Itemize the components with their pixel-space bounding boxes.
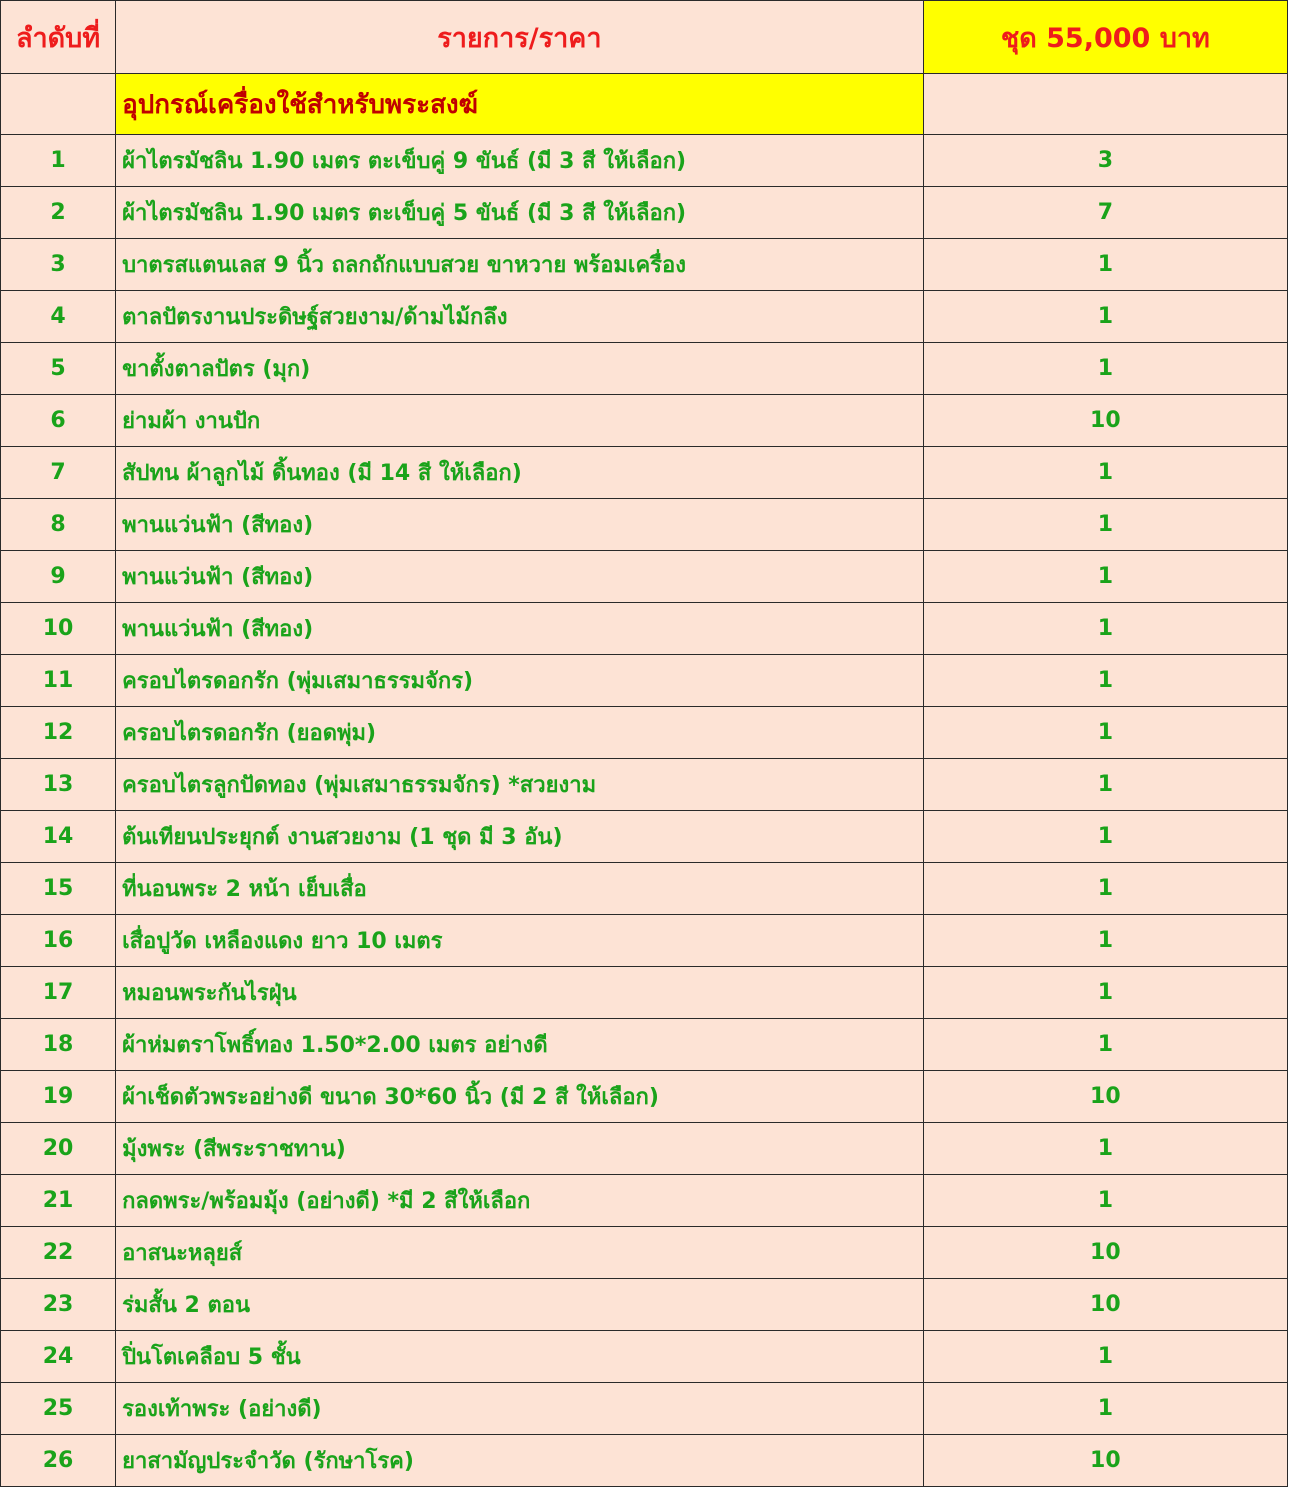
row-item: ต้นเทียนประยุกต์ งานสวยงาม (1 ชุด มี 3 อัน)	[116, 811, 924, 863]
table-body	[1, 1, 1288, 1487]
table-row	[1, 1331, 1288, 1383]
table-row	[1, 239, 1288, 291]
row-item: พานแว่นฟ้า (สีทอง)	[116, 499, 924, 551]
header-row	[1, 1, 1288, 74]
row-number: 14	[1, 811, 116, 863]
row-item: ร่มสั้น 2 ตอน	[116, 1279, 924, 1331]
row-quantity: 1	[923, 447, 1287, 499]
row-item: ครอบไตรลูกปัดทอง (พุ่มเสมาธรรมจักร) *สวยงาม	[116, 759, 924, 811]
table-row	[1, 135, 1288, 187]
row-number: 11	[1, 655, 116, 707]
row-quantity: 1	[923, 603, 1287, 655]
row-item: ผ้าห่มตราโพธิ์ทอง 1.50*2.00 เมตร อย่างดี	[116, 1019, 924, 1071]
row-number: 15	[1, 863, 116, 915]
row-number: 20	[1, 1123, 116, 1175]
table-row	[1, 1279, 1288, 1331]
table-row	[1, 1175, 1288, 1227]
row-quantity: 10	[923, 1279, 1287, 1331]
row-quantity: 10	[923, 1227, 1287, 1279]
row-item: ย่ามผ้า งานปัก	[116, 395, 924, 447]
row-number: 9	[1, 551, 116, 603]
row-number: 1	[1, 135, 116, 187]
row-number: 2	[1, 187, 116, 239]
row-item: ปิ่นโตเคลือบ 5 ชั้น	[116, 1331, 924, 1383]
row-item: ครอบไตรดอกรัก (พุ่มเสมาธรรมจักร)	[116, 655, 924, 707]
row-quantity: 1	[923, 863, 1287, 915]
row-quantity: 1	[923, 499, 1287, 551]
table-row	[1, 603, 1288, 655]
table-row	[1, 499, 1288, 551]
table-row	[1, 811, 1288, 863]
table-row	[1, 1071, 1288, 1123]
table-row	[1, 1383, 1288, 1435]
row-number: 7	[1, 447, 116, 499]
table-row	[1, 291, 1288, 343]
row-item: ขาตั้งตาลปัตร (มุก)	[116, 343, 924, 395]
section-title: อุปกรณ์เครื่องใช้สำหรับพระสงฆ์	[116, 74, 924, 135]
header-col-qty: ชุด 55,000 บาท	[923, 1, 1287, 74]
row-number: 8	[1, 499, 116, 551]
row-number: 18	[1, 1019, 116, 1071]
row-item: พานแว่นฟ้า (สีทอง)	[116, 551, 924, 603]
section-qty	[923, 74, 1287, 135]
row-number: 10	[1, 603, 116, 655]
row-item: กลดพระ/พร้อมมุ้ง (อย่างดี) *มี 2 สีให้เลือก	[116, 1175, 924, 1227]
row-quantity: 1	[923, 343, 1287, 395]
row-item: ผ้าไตรมัชลิน 1.90 เมตร ตะเข็บคู่ 9 ขันธ์ (มี 3 สี ให้เลือก)	[116, 135, 924, 187]
row-quantity: 1	[923, 1383, 1287, 1435]
row-item: หมอนพระกันไรฝุ่น	[116, 967, 924, 1019]
table-row	[1, 343, 1288, 395]
row-number: 26	[1, 1435, 116, 1487]
header-col-item: รายการ/ราคา	[116, 1, 924, 74]
table-row	[1, 551, 1288, 603]
row-number: 19	[1, 1071, 116, 1123]
table-row	[1, 655, 1288, 707]
row-item: บาตรสแตนเลส 9 นิ้ว ถลกถักแบบสวย ขาหวาย พร้อมเครื่อง	[116, 239, 924, 291]
table-row	[1, 1227, 1288, 1279]
row-number: 17	[1, 967, 116, 1019]
table-row	[1, 915, 1288, 967]
table-row	[1, 1123, 1288, 1175]
row-quantity: 7	[923, 187, 1287, 239]
row-number: 12	[1, 707, 116, 759]
row-quantity: 1	[923, 811, 1287, 863]
row-number: 24	[1, 1331, 116, 1383]
row-number: 13	[1, 759, 116, 811]
table-row	[1, 1435, 1288, 1487]
row-number: 3	[1, 239, 116, 291]
row-number: 5	[1, 343, 116, 395]
row-quantity: 3	[923, 135, 1287, 187]
row-number: 16	[1, 915, 116, 967]
row-quantity: 1	[923, 707, 1287, 759]
row-number: 23	[1, 1279, 116, 1331]
table-row	[1, 707, 1288, 759]
section-no	[1, 74, 116, 135]
row-number: 21	[1, 1175, 116, 1227]
row-quantity: 10	[923, 1071, 1287, 1123]
table-row	[1, 447, 1288, 499]
table-row	[1, 967, 1288, 1019]
row-quantity: 1	[923, 1175, 1287, 1227]
row-quantity: 1	[923, 967, 1287, 1019]
row-number: 25	[1, 1383, 116, 1435]
section-row	[1, 74, 1288, 135]
row-quantity: 1	[923, 1331, 1287, 1383]
row-item: ตาลปัตรงานประดิษฐ์สวยงาม/ด้ามไม้กลึง	[116, 291, 924, 343]
table-row	[1, 759, 1288, 811]
table-row	[1, 395, 1288, 447]
row-quantity: 1	[923, 1019, 1287, 1071]
row-item: ครอบไตรดอกรัก (ยอดพุ่ม)	[116, 707, 924, 759]
row-quantity: 1	[923, 551, 1287, 603]
header-col-no: ลำดับที่	[1, 1, 116, 74]
row-item: สัปทน ผ้าลูกไม้ ดิ้นทอง (มี 14 สี ให้เลือก)	[116, 447, 924, 499]
row-number: 4	[1, 291, 116, 343]
row-item: เสื่อปูวัด เหลืองแดง ยาว 10 เมตร	[116, 915, 924, 967]
row-quantity: 10	[923, 1435, 1287, 1487]
row-item: อาสนะหลุยส์	[116, 1227, 924, 1279]
row-quantity: 1	[923, 759, 1287, 811]
row-quantity: 1	[923, 655, 1287, 707]
row-item: ผ้าไตรมัชลิน 1.90 เมตร ตะเข็บคู่ 5 ขันธ์ (มี 3 สี ให้เลือก)	[116, 187, 924, 239]
table-row	[1, 187, 1288, 239]
row-number: 6	[1, 395, 116, 447]
row-number: 22	[1, 1227, 116, 1279]
row-quantity: 10	[923, 395, 1287, 447]
row-item: รองเท้าพระ (อย่างดี)	[116, 1383, 924, 1435]
row-quantity: 1	[923, 915, 1287, 967]
row-quantity: 1	[923, 291, 1287, 343]
table-row	[1, 863, 1288, 915]
row-item: มุ้งพระ (สีพระราชทาน)	[116, 1123, 924, 1175]
row-item: พานแว่นฟ้า (สีทอง)	[116, 603, 924, 655]
row-quantity: 1	[923, 239, 1287, 291]
row-item: ยาสามัญประจำวัด (รักษาโรค)	[116, 1435, 924, 1487]
row-item: ที่นอนพระ 2 หน้า เย็บเสื่อ	[116, 863, 924, 915]
table-row	[1, 1019, 1288, 1071]
row-quantity: 1	[923, 1123, 1287, 1175]
row-item: ผ้าเช็ดตัวพระอย่างดี ขนาด 30*60 นิ้ว (มี 2 สี ให้เลือก)	[116, 1071, 924, 1123]
